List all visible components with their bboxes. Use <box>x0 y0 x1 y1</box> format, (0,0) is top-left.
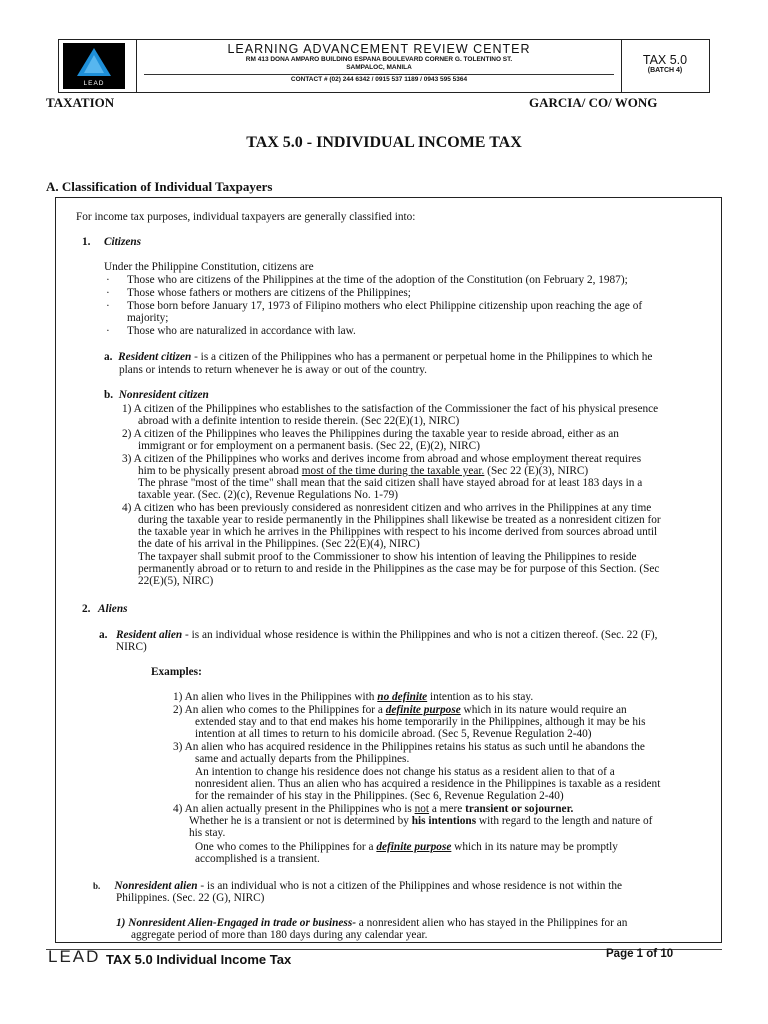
resident-alien-def: a. Resident alien - is an individual whose residence is within the Philippines and who is not a citizen thereof. (Sec. 22 (F), <box>99 629 658 641</box>
nonresident-citizen-item-1: 1) A citizen of the Philippines who establishes to the satisfaction of the Commissioner the fact of his physical presence <box>122 403 659 415</box>
nonresident-citizen-item-4-cont: during the taxable year to reside permanently in the Philippines shall likewise be treated as a nonresident citizen for <box>138 514 661 526</box>
example-3-note-cont: nonresident alien. Thus an alien who has acquired a residence in the Philippines is taxable as a resident <box>195 778 661 790</box>
nonresident-alien-def-cont: Philippines. (Sec. 22 (G), NIRC) <box>116 892 265 904</box>
taxpayer-proof-note-cont: 22(E)(5), NIRC) <box>138 575 214 587</box>
citizen-criterion-2: Those whose fathers or mothers are citizens of the Philippines; <box>127 287 411 299</box>
example-2-cont: intention at all times to return to his domicile abroad. (Sec 5, Revenue Regulation 2-40) <box>195 728 592 740</box>
page-number: Page 1 of 10 <box>606 948 674 960</box>
most-of-the-time-note: The phrase "most of the time" shall mean that the said citizen shall have stayed abroad for at least 183 days in a <box>138 477 643 489</box>
example-4-cont: Whether he is a transient or not is determined by his intentions with regard to the length and nature of <box>189 815 653 827</box>
document-title: TAX 5.0 - INDIVIDUAL INCOME TAX <box>246 134 522 151</box>
letterhead-divider <box>144 74 614 75</box>
logo-text: LEAD <box>83 80 105 87</box>
example-4-cont: his stay. <box>189 827 226 839</box>
subject-label: TAXATION <box>46 95 115 110</box>
example-2: 2) An alien who comes to the Philippines for a definite purpose which in its nature would require an <box>173 704 627 716</box>
citizen-criterion-1: Those who are citizens of the Philippines at the time of the adoption of the Constitution (on February 2, 1987); <box>127 274 628 286</box>
resident-citizen-def-cont: plans or intends to return whenever he is away or out of the country. <box>119 364 427 376</box>
nonresident-citizen-item-2-cont: immigrant or for employment on a permanent basis. (Sec 22, (E)(2), NIRC) <box>138 440 480 452</box>
nonresident-citizen-item-3: 3) A citizen of the Philippines who works and derives income from abroad and whose employment thereat requires <box>122 453 642 465</box>
example-3-note-cont: for the remainder of his stay in the Philippines. (Sec 6, Revenue Regulation 2-40) <box>195 790 564 802</box>
nonresident-citizen-item-1-cont: abroad with a definite intention to reside therein. (Sec 22(E)(1), NIRC) <box>138 415 460 427</box>
resident-citizen-def: a. Resident citizen - is a citizen of the Philippines who has a permanent or perpetual home in the Philippines to which he <box>104 351 653 363</box>
citizens-number: 1. <box>82 236 91 248</box>
example-4-transient: One who comes to the Philippines for a definite purpose which in its nature may be promptly <box>195 841 618 853</box>
citizen-criterion-3: Those born before January 17, 1973 of Filipino mothers who elect Philippine citizenship upon reaching the age of <box>127 300 643 312</box>
batch-label: (BATCH 4) <box>647 67 683 74</box>
nonresident-citizen-item-4: 4) A citizen who has been previously considered as nonresident citizen and who arrives in the Philippines at any time <box>122 502 652 514</box>
examples-heading: Examples: <box>151 666 202 678</box>
taxpayer-proof-note: The taxpayer shall submit proof to the Commissioner to show his intention of leaving the Philippines to reside <box>138 551 637 563</box>
bullet: · <box>106 325 110 337</box>
nonresident-citizen-item-4-cont: the date of his arrival in the Philippines. (Sec 22(E)(4), NIRC) <box>138 538 420 550</box>
example-3-note: An intention to change his residence does not change his status as a resident alien to that of a <box>195 766 615 778</box>
taxpayer-proof-note-cont: permanently abroad or to return to and reside in the Philippines as the case may be for purpose of this Section. (Sec <box>138 563 660 575</box>
aliens-heading: Aliens <box>98 603 128 615</box>
footer-brand-logo: LEAD <box>48 947 101 966</box>
example-2-cont: extended stay and to that end makes his home temporarily in the Philippines, although it may be his <box>195 716 646 728</box>
example-4: 4) An alien actually present in the Philippines who is not a mere transient or sojourner. <box>173 803 574 815</box>
nonresident-citizen-item-3-cont: him to be physically present abroad most of the time during the taxable year. (Sec 22 (E)(3), NIRC) <box>138 465 589 477</box>
bullet: · <box>106 274 110 286</box>
nonresident-citizen-item-4-cont: the taxable year in which he arrives in the Philippines with respect to his income derived from sources abroad until <box>138 526 658 538</box>
example-3-cont: same and actually departs from the Philippines. <box>195 753 410 765</box>
lead-logo <box>63 43 125 89</box>
citizen-criterion-3-cont: majority; <box>127 312 169 324</box>
course-code: TAX 5.0 <box>642 53 688 67</box>
course-code-box <box>621 40 709 92</box>
letterhead-center <box>136 40 622 92</box>
contact-numbers: CONTACT # (02) 244 6342 / 0915 537 1189 / 0943 595 5364 <box>290 76 468 83</box>
resident-alien-def-cont: NIRC) <box>116 641 147 653</box>
authors-label: GARCIA/ CO/ WONG <box>529 95 658 110</box>
content-box <box>55 197 722 943</box>
most-of-the-time-note-cont: taxable year. (Sec. (2)(c), Revenue Regulations No. 1-79) <box>138 489 399 501</box>
letterhead <box>58 39 710 93</box>
intro-text: For income tax purposes, individual taxpayers are generally classified into: <box>76 211 416 223</box>
nonresident-citizen-heading: b. Nonresident citizen <box>104 389 209 401</box>
citizen-criterion-4: Those who are naturalized in accordance with law. <box>127 325 356 337</box>
section-heading: A. Classification of Individual Taxpayers <box>46 179 273 194</box>
address-line-1: RM 413 DONA AMPARO BUILDING ESPANA BOULEVARD CORNER G. TOLENTINO ST. <box>245 56 513 63</box>
citizens-intro: Under the Philippine Constitution, citizens are <box>104 261 314 273</box>
citizens-heading: Citizens <box>104 236 142 248</box>
address-line-2: SAMPALOC, MANILA <box>346 64 412 71</box>
aliens-number: 2. <box>82 603 91 615</box>
nonresident-alien-engaged: 1) Nonresident Alien-Engaged in trade or business- a nonresident alien who has stayed in the Philippines for an <box>116 917 628 929</box>
bullet: · <box>106 287 110 299</box>
bullet: · <box>106 300 110 312</box>
footer-title: TAX 5.0 Individual Income Tax <box>106 952 292 967</box>
example-4-transient-cont: accomplished is a transient. <box>195 853 320 865</box>
org-name: LEARNING ADVANCEMENT REVIEW CENTER <box>227 42 531 56</box>
nonresident-alien-engaged-cont: aggregate period of more than 180 days during any calendar year. <box>131 929 428 941</box>
example-1: 1) An alien who lives in the Philippines with no definite intention as to his stay. <box>173 691 534 703</box>
nonresident-alien-def: b. Nonresident alien - is an individual who is not a citizen of the Philippines and whose residence is not within the <box>93 880 623 892</box>
nonresident-citizen-item-2: 2) A citizen of the Philippines who leaves the Philippines during the taxable year to reside abroad, either as an <box>122 428 619 440</box>
example-3: 3) An alien who has acquired residence in the Philippines retains his status as such until he abandons the <box>173 741 645 753</box>
